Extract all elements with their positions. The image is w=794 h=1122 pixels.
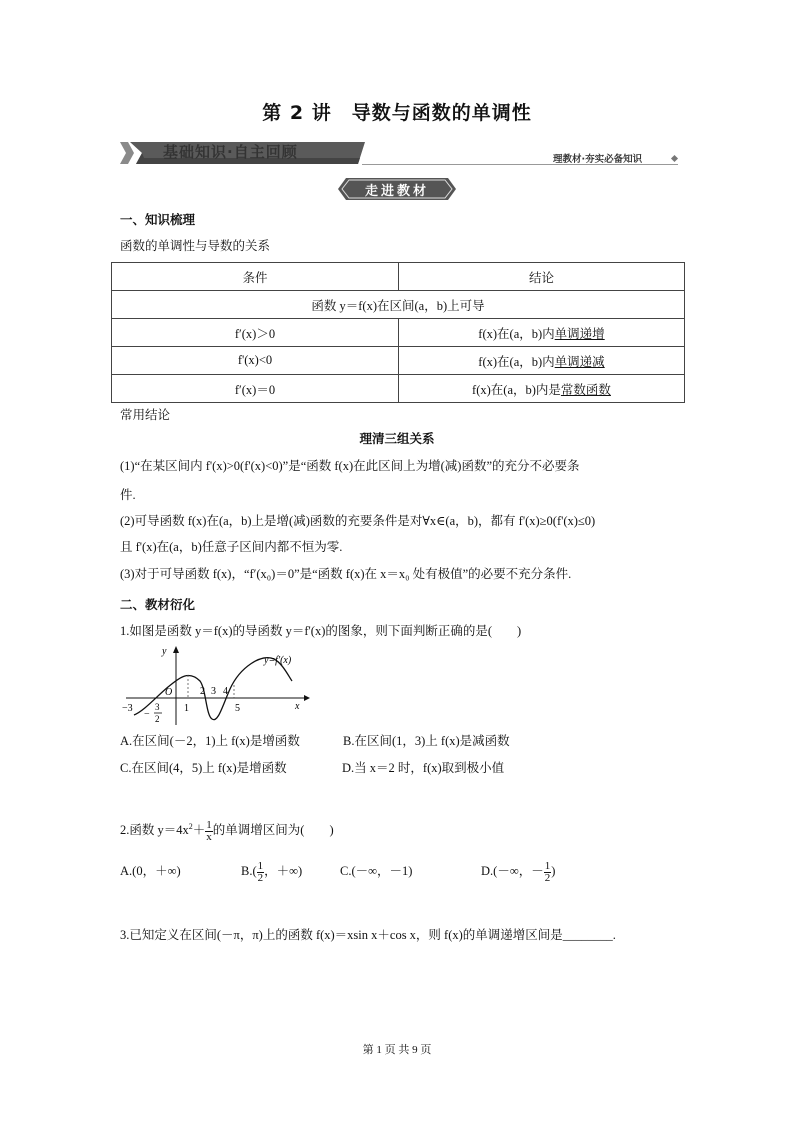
table-row bbox=[112, 375, 685, 403]
q2-option-a: A.(0，＋∞) bbox=[120, 864, 181, 878]
table-header-conclusion: 结论 bbox=[399, 263, 685, 291]
table-cell-condition: f'(x)<0 bbox=[112, 347, 399, 375]
underlined-answer: 单调递减 bbox=[554, 354, 605, 369]
y-axis-label: y bbox=[162, 646, 167, 657]
tick-label: 3 bbox=[155, 702, 160, 712]
x-axis-label: x bbox=[295, 701, 300, 712]
q2-stem: 2.函数 $y=4x^2+$ $\frac{1}{x}$ 的单调增区间为( ) bbox=[120, 818, 334, 843]
tick-label: − bbox=[144, 709, 150, 720]
table-cell-result: f(x)在(a，b)内单调递增 bbox=[399, 319, 685, 347]
tick-label: 5 bbox=[235, 703, 240, 714]
pill-label: 走进教材 bbox=[364, 184, 429, 199]
banner-title: 基础知识·自主回顾 bbox=[163, 143, 298, 161]
table-cell-condition: f′(x)＝0 bbox=[112, 375, 399, 403]
tick-label: 3 bbox=[211, 686, 216, 697]
q2-option-c: C.(－∞，－1) bbox=[340, 864, 413, 878]
q2-option-d: D.(－∞，－ $\frac{1}{2}$ ) bbox=[481, 859, 556, 884]
tick-label: 2 bbox=[200, 686, 205, 697]
section2-heading: 二、教材衍化 bbox=[120, 597, 196, 612]
table-row bbox=[112, 319, 685, 347]
section1-heading: 一、知识梳理 bbox=[120, 212, 196, 227]
table-row bbox=[112, 347, 685, 375]
q1-stem: 1.如图是函数 y＝f(x)的导函数 y＝f'(x)的图象，则下面判断正确的是( ) bbox=[120, 624, 522, 638]
origin-label: O bbox=[165, 687, 173, 698]
q3-stem: 3.已知定义在区间(－π，π)上的函数 f(x)＝xsin x＋cos x，则 f(x)的单调递增区间是________. bbox=[120, 928, 616, 942]
q1-option-d: D.当 x＝2 时，f(x)取到极小值 bbox=[342, 761, 505, 775]
diamond-icon bbox=[671, 155, 678, 162]
page-title: 第 2 讲 导数与函数的单调性 bbox=[262, 102, 532, 124]
underlined-answer: 常数函数 bbox=[560, 382, 611, 397]
monotonic-table bbox=[111, 262, 685, 403]
tick-label: 2 bbox=[155, 714, 160, 724]
underlined-answer: 单调递增 bbox=[554, 326, 605, 341]
relation-item-2: (2)可导函数 f(x)在(a，b)上是增(减)函数的充要条件是对∀x∈(a，b)，都有 f'(x)≥0(f'(x)≤0) bbox=[120, 514, 596, 528]
relation-item-1: (1)“在某区间内 f'(x)>0(f'(x)<0)”是“函数 f(x)在此区间上为增(减)函数”的充分不必要条 bbox=[120, 459, 580, 473]
common-conclusions-label: 常用结论 bbox=[120, 407, 171, 422]
q2-fraction: $\frac{1}{x}$ bbox=[206, 818, 212, 843]
tick-label: 1 bbox=[184, 703, 189, 714]
page-footer: 第 1 页 共 9 页 bbox=[362, 1044, 432, 1056]
table-cell-result: f(x)在(a，b)内是常数函数 bbox=[399, 375, 685, 403]
q1-option-b: B.在区间(1，3)上 f(x)是减函数 bbox=[343, 734, 510, 748]
table-header-condition: 条件 bbox=[112, 263, 399, 291]
relation-item-2-cont: 且 f'(x)在(a，b)任意子区间内都不恒为零. bbox=[120, 540, 343, 554]
table-cell-condition: f′(x)＞0 bbox=[112, 319, 399, 347]
relations-title: 理清三组关系 bbox=[359, 431, 435, 446]
table-cell-result: f(x)在(a，b)内单调递减 bbox=[399, 347, 685, 375]
banner-subtitle: 理教材·夯实必备知识 bbox=[553, 154, 643, 165]
tick-label: 4 bbox=[223, 686, 228, 697]
derivative-graph bbox=[122, 645, 312, 727]
q2-option-b: B.( $\frac{1}{2}$ ，＋∞) bbox=[241, 859, 303, 884]
tick-label: −3 bbox=[122, 703, 133, 714]
section1-subheading: 函数的单调性与导数的关系 bbox=[120, 238, 271, 253]
relation-item-3: (3)对于可导函数 f(x)，“f′(x₀)＝0”是“函数 f(x)在 x＝x₀ 处有极值”的必要不充分条件. bbox=[120, 567, 572, 581]
q1-option-c: C.在区间(4，5)上 f(x)是增函数 bbox=[120, 761, 287, 775]
q1-option-a: A.在区间(－2，1)上 f(x)是增函数 bbox=[120, 734, 300, 748]
curve-label: y=f'(x) bbox=[264, 655, 292, 666]
table-span-row: 函数 y＝f(x)在区间(a，b)上可导 bbox=[112, 291, 685, 319]
relation-item-1-cont: 件. bbox=[120, 488, 136, 502]
